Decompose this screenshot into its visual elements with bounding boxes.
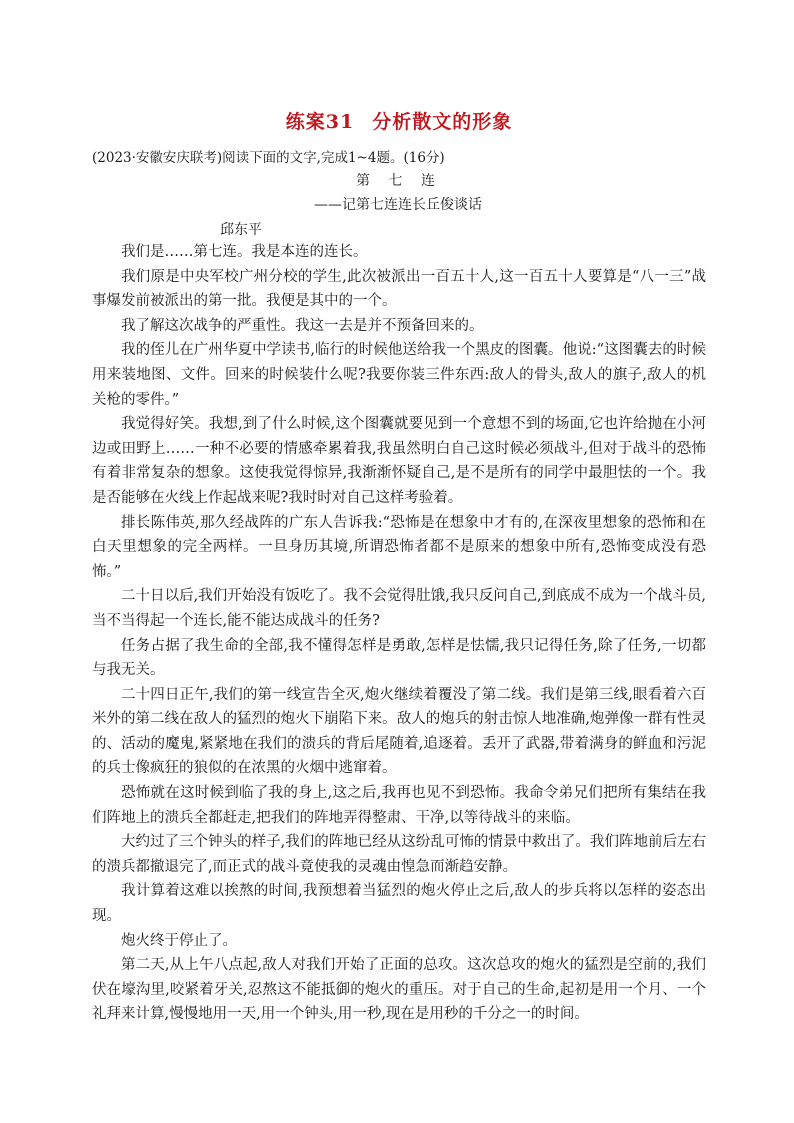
paragraph: 任务占据了我生命的全部,我不懂得怎样是勇敢,怎样是怯懦,我只记得任务,除了任务,一切都与我无关。 <box>92 637 706 679</box>
paragraph: 我计算着这难以挨熬的时间,我预想着当猛烈的炮火停止之后,敌人的步兵将以怎样的姿态出现。 <box>92 883 706 925</box>
paragraph: 炮火终于停止了。 <box>121 932 237 949</box>
paragraph: 恐怖就在这时候到临了我的身上,这之后,我再也见不到恐怖。我命令弟兄们把所有集结在我们阵地上的溃兵全都赶走,把我们的阵地弄得整肃、干净,以等待战斗的来临。 <box>92 785 706 826</box>
paragraph: 我们原是中央军校广州分校的学生,此次被派出一百五十人,这一百五十人要算是“八一三”战事爆发前被派出的第一批。我便是其中的一个。 <box>92 268 706 310</box>
paragraph: 我觉得好笑。我想,到了什么时候,这个图囊就要见到一个意想不到的场面,它也许给抛在小河边或田野上……一种不必要的情感牵累着我,我虽然明白自己这时候必须战斗,但对于战斗的恐怖有着非常复杂的想象。这使我觉得惊异,我渐渐怀疑自己,是不是所有的同学中最胆怯的一个。我是否能够在火线上作起战来呢?我时时对自己这样考验着。 <box>92 416 706 506</box>
article-title: 第 七 连 <box>356 173 442 189</box>
exercise-label: 练案31 <box>285 111 355 133</box>
paragraph: 二十四日正午,我们的第一线宣告全灭,炮火继续着覆没了第二线。我们是第三线,眼看着六百米外的第二线在敌人的猛烈的炮火下崩陷下来。敌人的炮兵的射击惊人地准确,炮弹像一群有性灵的、活动的魔鬼,紧紧地在我们的溃兵的背后尾随着,追逐着。丢开了武器,带着满身的鲜血和污泥的兵士像疯狂的狼似的在浓黑的火烟中逃窜着。 <box>92 686 706 777</box>
article-author: 邱东平 <box>220 222 262 238</box>
article-body <box>92 240 706 1027</box>
page-title <box>92 107 706 134</box>
paragraph: 二十日以后,我们开始没有饭吃了。我不会觉得肚饿,我只反问自己,到底成不成为一个战斗员,当不当得起一个连长,能不能达成战斗的任务? <box>92 588 706 629</box>
paragraph: 第二天,从上午八点起,敌人对我们开始了正面的总攻。这次总攻的炮火的猛烈是空前的,我们伏在壕沟里,咬紧着牙关,忍熬这不能抵御的炮火的重压。对于自己的生命,起初是用一个月、一个礼拜来计算,慢慢地用一天,用一个钟头,用一秒,现在是用秒的千分之一的时间。 <box>92 957 706 1023</box>
paragraph: 大约过了三个钟头的样子,我们的阵地已经从这纷乱可怖的情景中救出了。我们阵地前后左右的溃兵都撤退完了,而正式的战斗竟使我的灵魂由惶急而渐趋安静。 <box>92 834 706 875</box>
paragraph: 我的侄儿在广州华夏中学读书,临行的时候他送给我一个黑皮的图囊。他说:“这图囊去的时候用来装地图、文件。回来的时候装什么呢?我要你装三件东西:敌人的骨头,敌人的旗子,敌人的机关枪的零件。” <box>92 342 706 408</box>
exercise-title: 分析散文的形象 <box>372 111 513 133</box>
paragraph: 我们是……第七连。我是本连的连长。 <box>121 244 368 260</box>
paragraph: 我了解这次战争的严重性。我这一去是并不预备回来的。 <box>121 317 484 334</box>
paragraph: 排长陈伟英,那久经战阵的广东人告诉我:“恐怖是在想象中才有的,在深夜里想象的恐怖和在白天里想象的完全两样。一旦身历其境,所谓恐怖者都不是原来的想象中所有,恐怖变成没有恐怖。” <box>92 514 706 580</box>
article-subtitle: ——记第七连连长丘俊谈话 <box>314 197 482 213</box>
instruction-text: (2023·安徽安庆联考)阅读下面的文字,完成1~4题。(16分) <box>92 150 445 166</box>
